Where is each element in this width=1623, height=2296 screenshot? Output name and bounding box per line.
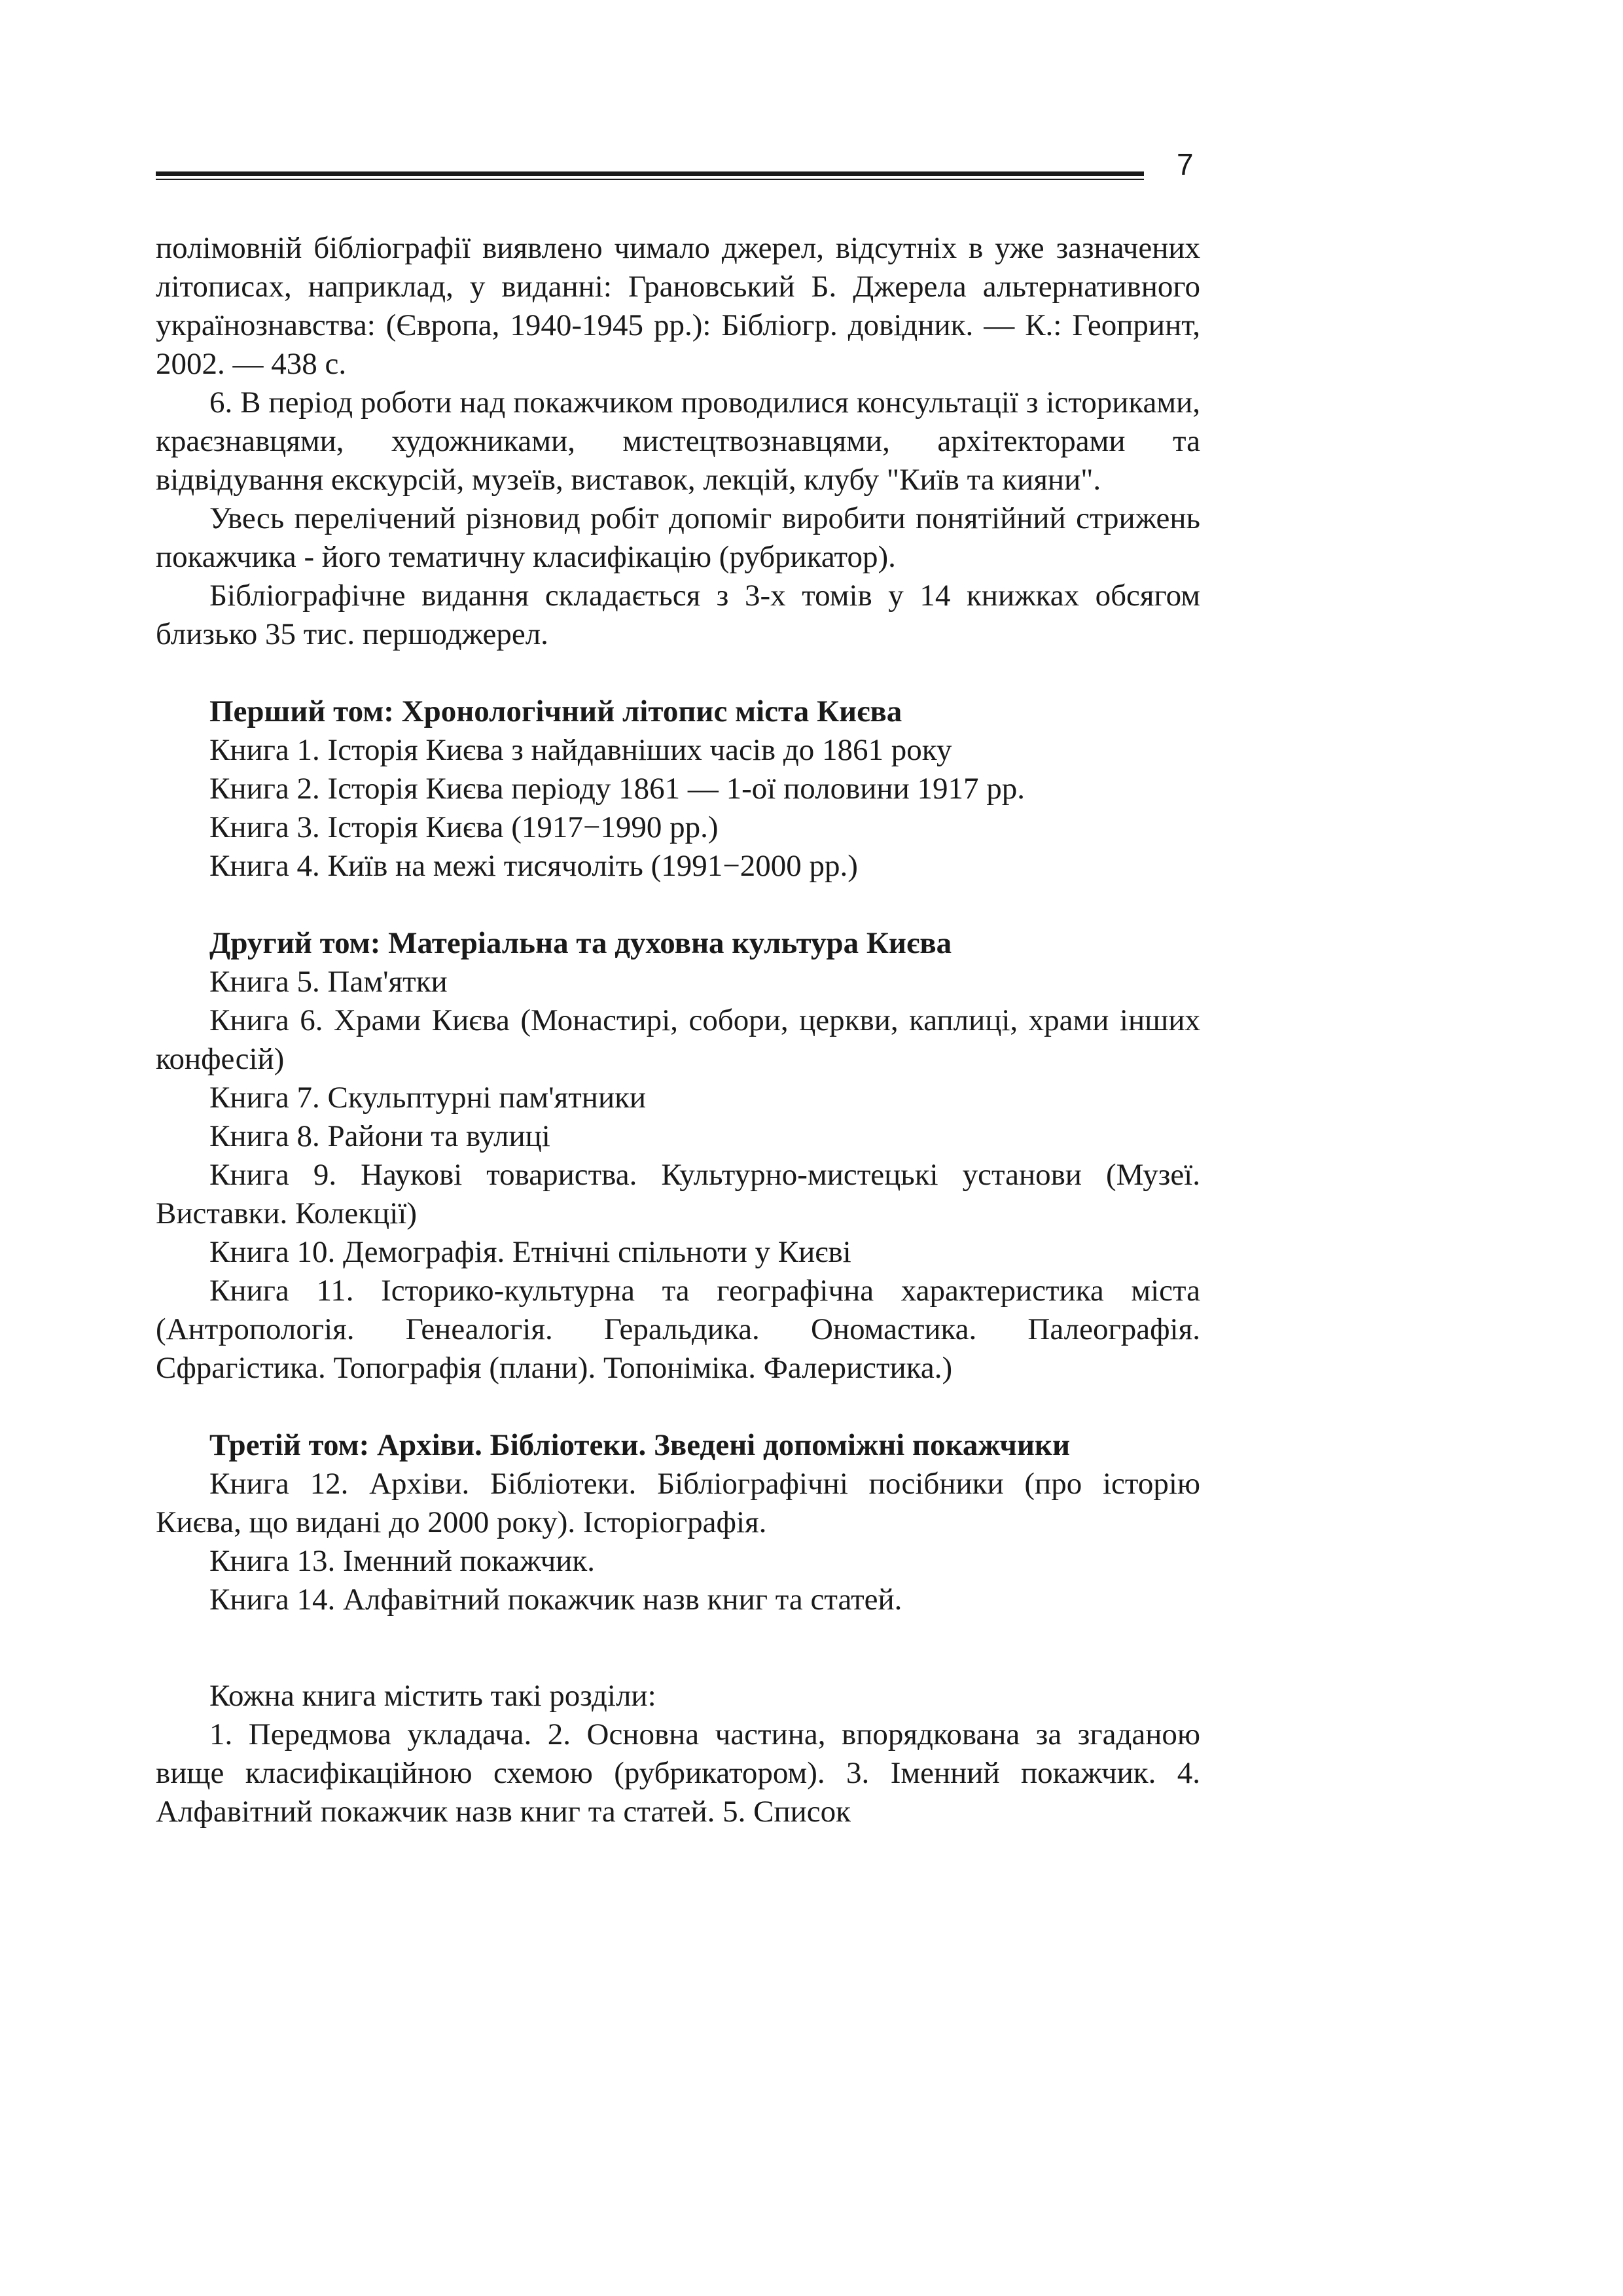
header-rule-thin	[156, 179, 1144, 180]
book-entry: Книга 2. Історія Києва періоду 1861 — 1-ої половини 1917 рр.	[209, 772, 1025, 806]
book-entry: Книга 1. Історія Києва з найдавніших часів до 1861 року	[209, 733, 952, 767]
book-entry: Книга 10. Демографія. Етнічні спільноти у Києві	[209, 1235, 851, 1269]
volume-3	[156, 1426, 1200, 1619]
page-number: 7	[1177, 147, 1194, 181]
header-rule	[156, 171, 1144, 180]
volume-1	[156, 692, 1200, 886]
intro-paragraph-1: полімовній бібліографії виявлено чимало джерел, відсутніх в уже зазначених літописах, наприклад, у виданні: Грановський Б. Джерела альтернативного українознавства: (Європа, 1940-1945 рр.): Бібліогр. довідник. — К.: Геопринт, 2002. — 438 с.	[156, 231, 1200, 381]
book-entry: Книга 13. Іменний покажчик.	[209, 1544, 595, 1578]
book-entry: Книга 11. Історико-культурна та географічна характеристика міста (Антропологія. Генеалогія. Геральдика. Ономастика. Палеографія. Сфрагістика. Топографія (плани). Топоніміка. Фалеристика.)	[156, 1274, 1200, 1385]
sections-list: 1. Передмова укладача. 2. Основна частина, впорядкована за згаданою вище класифікаційною схемою (рубрикатором). 3. Іменний покажчик. 4. Алфавітний покажчик назв книг та статей. 5. Список	[156, 1717, 1200, 1829]
book-entry: Книга 14. Алфавітний покажчик назв книг та статей.	[209, 1583, 902, 1617]
intro-paragraph-3: Увесь перелічений різновид робіт допоміг виробити понятійний стрижень покажчика - його тематичну класифікацію (рубрикатор).	[156, 501, 1200, 574]
intro-paragraph-4: Бібліографічне видання складається з 3-х томів у 14 книжках обсягом близько 35 тис. першоджерел.	[156, 579, 1200, 651]
header-rule-thick	[156, 171, 1144, 176]
intro-paragraph-2: 6. В період роботи над покажчиком проводилися консультації з істориками, краєзнавцями, художниками, мистецтвознавцями, архітекторами та відвідування екскурсій, музеїв, виставок, лекцій, клубу "Київ та кияни".	[156, 386, 1200, 497]
page-body	[156, 229, 1200, 1831]
book-entry: Книга 5. Пам'ятки	[209, 965, 448, 999]
book-entry: Книга 3. Історія Києва (1917−1990 рр.)	[209, 810, 719, 844]
book-entry: Книга 6. Храми Києва (Монастирі, собори, церкви, каплиці, храми інших конфесій)	[156, 1003, 1200, 1076]
volume-2	[156, 924, 1200, 1388]
book-entry: Книга 7. Скульптурні пам'ятники	[209, 1081, 647, 1115]
sections-intro: Кожна книга містить такі розділи:	[209, 1679, 656, 1713]
book-entry: Книга 12. Архіви. Бібліотеки. Бібліографічні посібники (про історію Києва, що видані до 2000 року). Історіографія.	[156, 1467, 1200, 1539]
book-entry: Книга 9. Наукові товариства. Культурно-мистецькі установи (Музеї. Виставки. Колекції)	[156, 1158, 1200, 1230]
book-entry: Книга 8. Райони та вулиці	[209, 1119, 550, 1153]
volume-title: Третій том: Архіви. Бібліотеки. Зведені допоміжні покажчики	[209, 1428, 1071, 1462]
volume-title: Перший том: Хронологічний літопис міста Києва	[209, 694, 902, 728]
book-entry: Книга 4. Київ на межі тисячоліть (1991−2000 рр.)	[209, 849, 858, 883]
volume-title: Другий том: Матеріальна та духовна культура Києва	[209, 926, 952, 960]
